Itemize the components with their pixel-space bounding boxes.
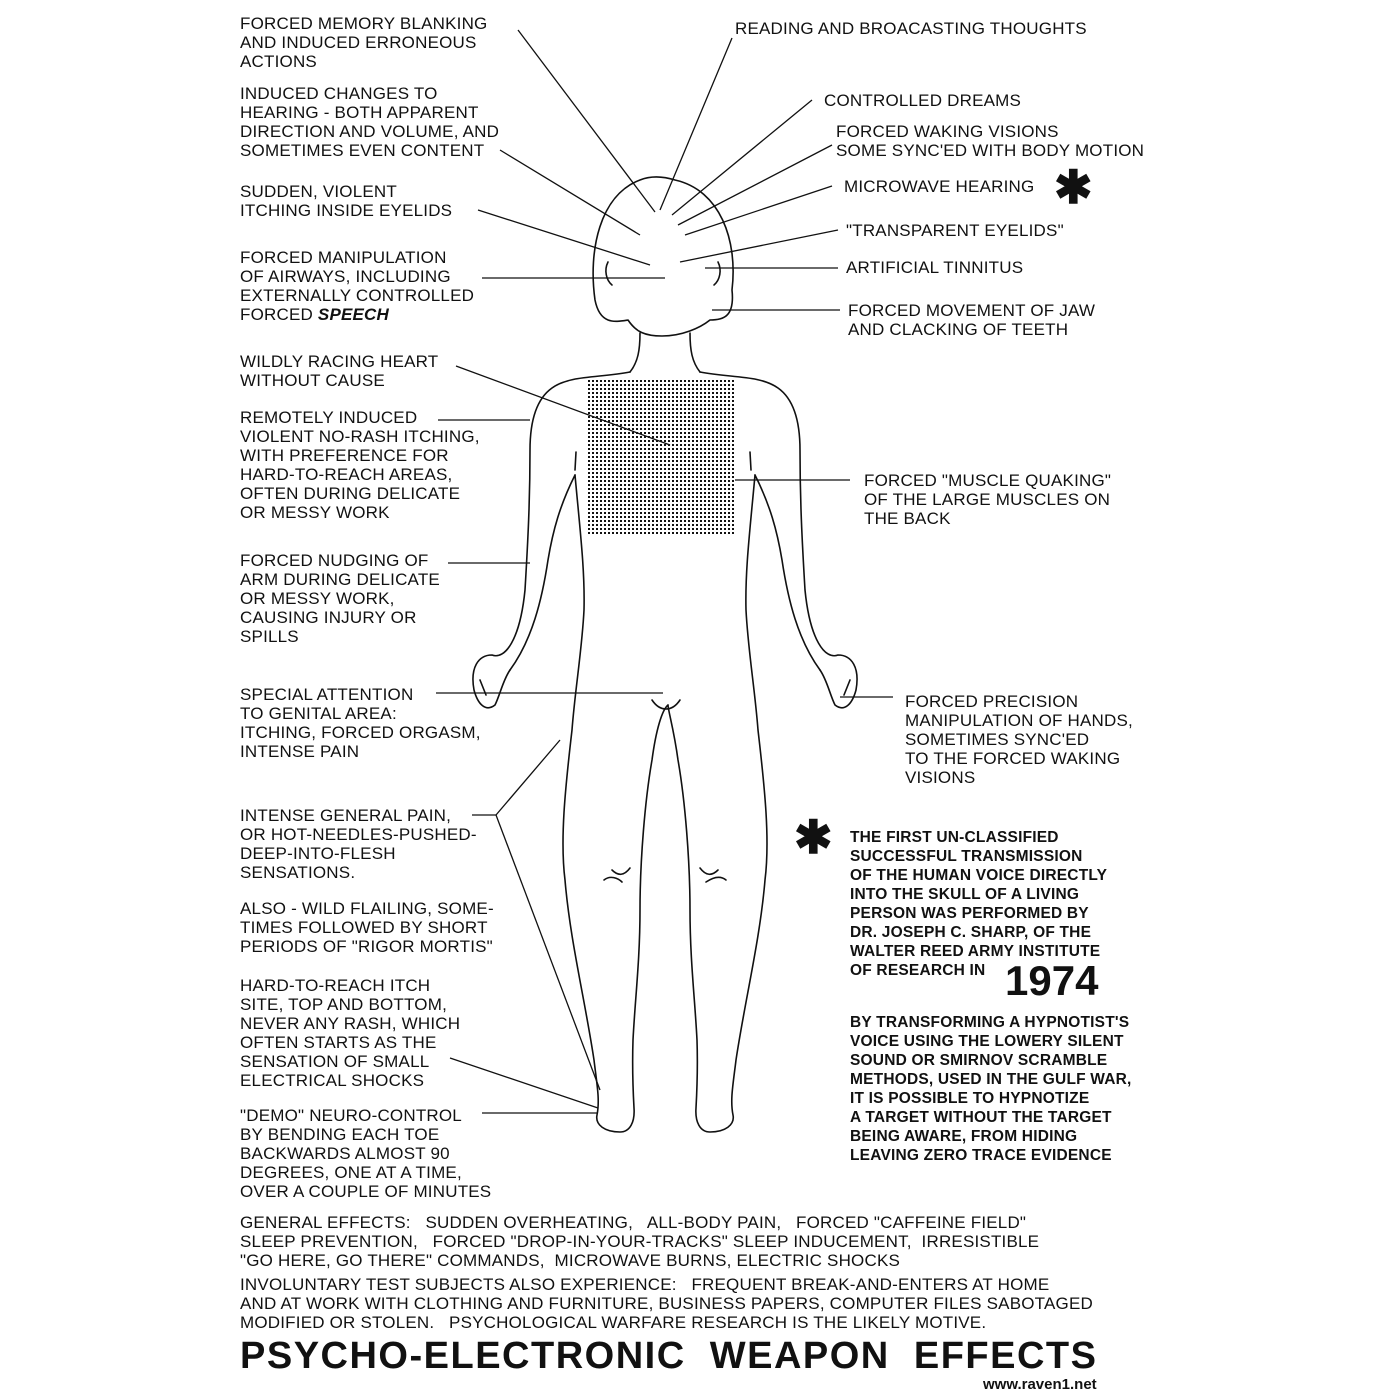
label-hands: FORCED PRECISION MANIPULATION OF HANDS, SOMETIMES SYNC'ED TO THE FORCED WAKING VISIONS [905,692,1133,787]
label-itch-site: HARD-TO-REACH ITCH SITE, TOP AND BOTTOM, NEVER ANY RASH, WHICH OFTEN STARTS AS THE SENSATION OF SMALL ELECTRICAL SHOCKS [240,976,461,1090]
label-racing-heart: WILDLY RACING HEART WITHOUT CAUSE [240,352,439,390]
label-induced-hearing: INDUCED CHANGES TO HEARING - BOTH APPARENT DIRECTION AND VOLUME, AND SOMETIMES EVEN CONTENT [240,84,500,160]
label-transparent-eyelids: "TRANSPARENT EYELIDS" [846,221,1064,240]
label-genital: SPECIAL ATTENTION TO GENITAL AREA: ITCHING, FORCED ORGASM, INTENSE PAIN [240,685,481,761]
label-general-pain: INTENSE GENERAL PAIN, OR HOT-NEEDLES-PUSHED- DEEP-INTO-FLESH SENSATIONS. [240,806,477,882]
label-microwave-hearing: MICROWAVE HEARING [844,177,1035,196]
label-airways-emphasis: SPEECH [317,305,390,324]
test-subjects: INVOLUNTARY TEST SUBJECTS ALSO EXPERIENCE: FREQUENT BREAK-AND-ENTERS AT HOME AND AT WORK WITH CLOTHING AND FURNITURE, BUSINESS PAPERS, COMPUTER FILES SABOTAGED MODIFIED OR STOLEN. PSYCHOLOGICAL WARFARE RESEARCH IS THE LIKELY MOTIVE. [240,1275,1093,1332]
label-controlled-dreams: CONTROLLED DREAMS [824,91,1022,110]
label-waking-visions: FORCED WAKING VISIONS SOME SYNC'ED WITH BODY MOTION [836,122,1145,160]
footnote-part1: THE FIRST UN-CLASSIFIED SUCCESSFUL TRANSMISSION OF THE HUMAN VOICE DIRECTLY INTO THE SKULL OF A LIVING PERSON WAS PERFORMED BY DR. JOSEPH C. SHARP, OF THE WALTER REED ARMY INSTITUTE OF RESEARCH IN [850,829,1108,979]
label-demo-toe: "DEMO" NEURO-CONTROL BY BENDING EACH TOE BACKWARDS ALMOST 90 DEGREES, ONE AT A TIME, OVER A COUPLE OF MINUTES [240,1106,492,1201]
back-muscle-region [588,378,736,536]
label-no-rash-itching: REMOTELY INDUCED VIOLENT NO-RASH ITCHING, WITH PREFERENCE FOR HARD-TO-REACH AREAS, OFTEN DURING DELICATE OR MESSY WORK [240,408,480,522]
label-nudging-arm: FORCED NUDGING OF ARM DURING DELICATE OR MESSY WORK, CAUSING INJURY OR SPILLS [240,551,440,646]
footnote-part2: BY TRANSFORMING A HYPNOTIST'S VOICE USING THE LOWERY SILENT SOUND OR SMIRNOV SCRAMBLE METHODS, USED IN THE GULF WAR, IT IS POSSIBLE TO HYPNOTIZE A TARGET WITHOUT THE TARGET BEING AWARE, FROM HIDING LEAVING ZERO TRACE EVIDENCE [850,1014,1132,1164]
label-muscle-quaking: FORCED "MUSCLE QUAKING" OF THE LARGE MUSCLES ON THE BACK [864,471,1112,528]
label-tinnitus: ARTIFICIAL TINNITUS [846,258,1024,277]
footnote-asterisk-icon: ✱ [794,811,833,863]
general-effects: GENERAL EFFECTS: SUDDEN OVERHEATING, ALL-BODY PAIN, FORCED "CAFFEINE FIELD" SLEEP PREVENTION, FORCED "DROP-IN-YOUR-TRACKS" SLEEP INDUCEMENT, IRRESISTIBLE "GO HERE, GO THERE" COMMANDS, MICROWAVE BURNS, ELECTRIC SHOCKS [240,1213,1040,1270]
label-reading-thoughts: READING AND BROACASTING THOUGHTS [735,19,1087,38]
body-outline [473,177,857,1132]
label-forced-memory: FORCED MEMORY BLANKING AND INDUCED ERRONEOUS ACTIONS [240,14,488,71]
footnote-year: 1974 [1005,957,1099,1004]
label-jaw: FORCED MOVEMENT OF JAW AND CLACKING OF TEETH [848,301,1096,339]
label-airways-text: FORCED MANIPULATION OF AIRWAYS, INCLUDING EXTERNALLY CONTROLLED FORCED [240,248,475,324]
page-title: PSYCHO-ELECTRONIC WEAPON EFFECTS [240,1335,1098,1377]
leader-lines [436,30,893,1113]
label-flailing: ALSO - WILD FLAILING, SOME- TIMES FOLLOWED BY SHORT PERIODS OF "RIGOR MORTIS" [240,899,494,956]
asterisk-icon: ✱ [1054,161,1093,213]
label-itching-eyelids: SUDDEN, VIOLENT ITCHING INSIDE EYELIDS [240,182,453,220]
credit-link[interactable]: www.raven1.net [983,1376,1097,1393]
label-airways [240,248,474,324]
